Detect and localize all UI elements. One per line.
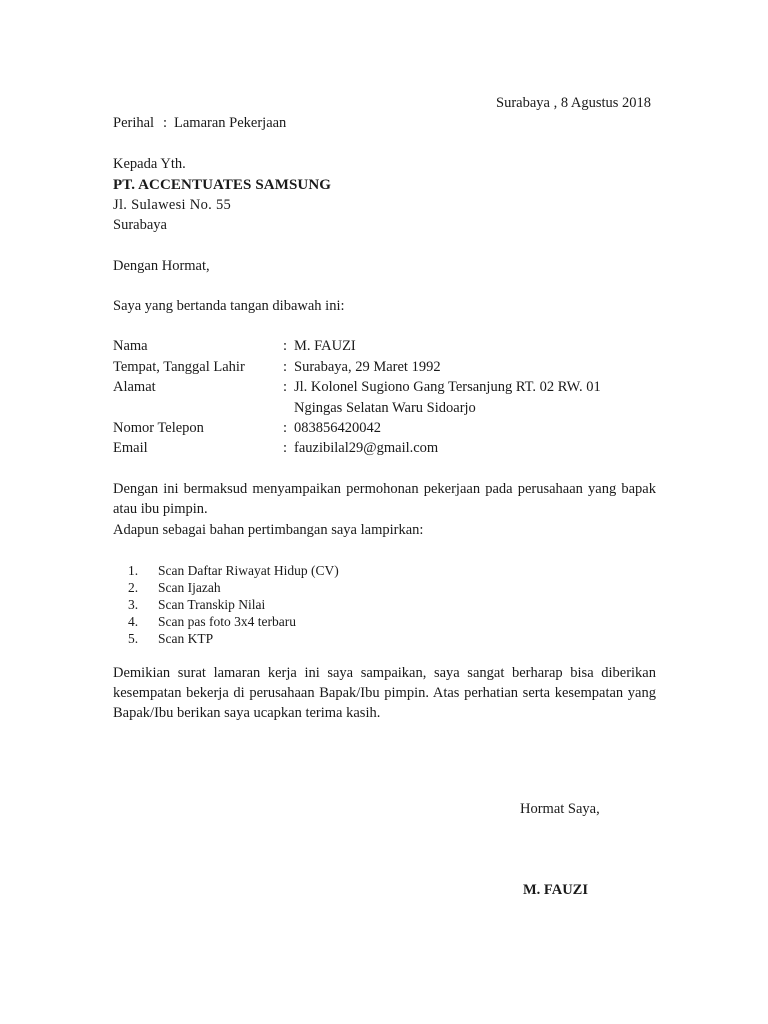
list-number: 1. — [128, 563, 139, 578]
attachments-intro: Adapun sebagai bahan pertimbangan saya lampirkan: — [113, 522, 424, 538]
intro-line: Saya yang bertanda tangan dibawah ini: — [113, 298, 345, 314]
list-text: Scan Transkip Nilai — [158, 597, 266, 612]
subject-label: Perihal — [113, 115, 155, 131]
signer-name: M. FAUZI — [523, 882, 588, 898]
list-number: 5. — [128, 631, 139, 646]
subject-line — [113, 113, 286, 133]
info-separator: : — [283, 338, 288, 354]
info-label: Nama — [113, 338, 148, 354]
info-label: Nomor Telepon — [113, 420, 204, 436]
info-separator: : — [283, 359, 288, 375]
info-value: fauzibilal29@gmail.com — [294, 440, 439, 456]
list-text: Scan Daftar Riwayat Hidup (CV) — [158, 563, 339, 578]
info-value: Jl. Kolonel Sugiono Gang Tersanjung RT. 02 RW. 01 — [294, 379, 601, 395]
info-label: Alamat — [113, 379, 156, 395]
list-number: 4. — [128, 614, 139, 629]
info-value: 083856420042 — [294, 420, 381, 436]
greeting: Dengan Hormat, — [113, 258, 210, 274]
subject-value: Lamaran Pekerjaan — [174, 115, 287, 131]
info-separator: : — [283, 440, 288, 456]
list-number: 2. — [128, 580, 139, 595]
info-separator: : — [283, 379, 288, 395]
list-text: Scan Ijazah — [158, 580, 221, 595]
list-text: Scan pas foto 3x4 terbaru — [158, 614, 296, 629]
body-paragraph-2: Demikian surat lamaran kerja ini saya sampaikan, saya sangat berharap bisa diberikan kesempatan bekerja di perusahaan Bapak/Ibu pimpin. Atas perhatian serta kesempatan yang Bapak/Ibu berikan saya ucapkan terima kasih. — [113, 665, 656, 721]
recipient-company: PT. ACCENTUATES SAMSUNG — [113, 177, 332, 193]
info-value: M. FAUZI — [294, 338, 356, 354]
info-value: Surabaya, 29 Maret 1992 — [294, 359, 441, 375]
closing-phrase: Hormat Saya, — [520, 801, 600, 817]
list-text: Scan KTP — [158, 631, 214, 646]
body-paragraph-1: Dengan ini bermaksud menyampaikan permohonan pekerjaan pada perusahaan yang bapak atau ibu pimpin. — [113, 481, 656, 517]
recipient-salutation: Kepada Yth. — [113, 156, 186, 172]
info-label: Tempat, Tanggal Lahir — [113, 359, 245, 375]
info-value: Ngingas Selatan Waru Sidoarjo — [294, 400, 476, 416]
recipient-street: Jl. Sulawesi No. 55 — [113, 197, 232, 213]
info-label: Email — [113, 440, 148, 456]
recipient-city: Surabaya — [113, 217, 167, 233]
list-number: 3. — [128, 597, 139, 612]
letter-date: Surabaya , 8 Agustus 2018 — [496, 95, 652, 111]
info-separator: : — [283, 420, 288, 436]
subject-separator: : — [163, 115, 168, 131]
